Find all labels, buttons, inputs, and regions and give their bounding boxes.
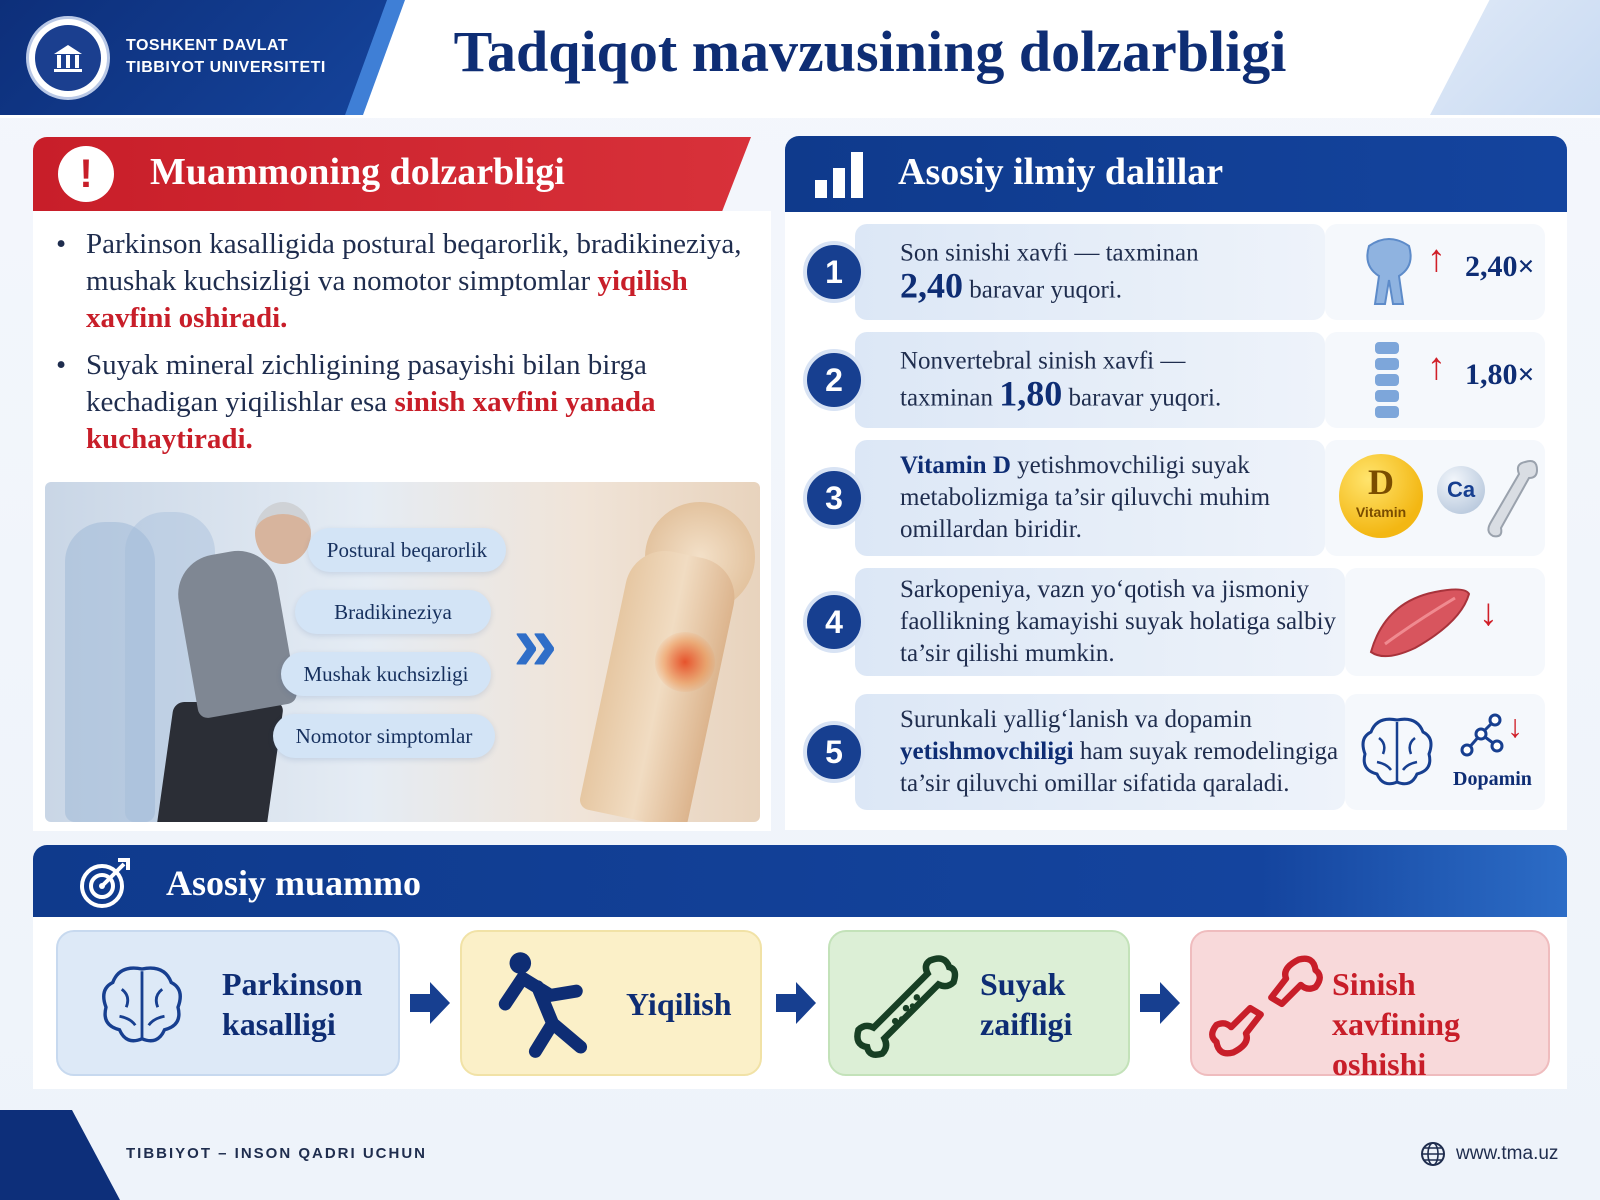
arrow-down-icon: ↓ (1479, 592, 1498, 634)
flow-step-bone-weakness: Suyak zaifligi (828, 930, 1130, 1076)
evidence-number: 5 (803, 721, 865, 783)
evidence-number: 2 (803, 349, 865, 411)
evidence-number: 4 (803, 591, 865, 653)
university-name: TOSHKENT DAVLAT TIBBIYOT UNIVERSITETI (126, 37, 326, 76)
university-logo (26, 16, 110, 100)
evidence-number: 1 (803, 241, 865, 303)
arrow-up-icon: ↑ (1427, 238, 1446, 280)
flow-step-fracture-risk: Sinish xavfining oshishi (1190, 930, 1550, 1076)
core-problem-title: Asosiy muammo (166, 863, 422, 903)
flow-step-fall: Yiqilish (460, 930, 762, 1076)
molecule-icon (1457, 710, 1507, 760)
arrow-right-icon (1140, 980, 1180, 1026)
exclamation-icon: ! (58, 146, 114, 202)
bar-chart-icon (815, 152, 865, 198)
symptom-pill: Bradikineziya (295, 590, 491, 634)
evidence-item-5: 5 Surunkali yallig‘lanish va dopamin yetishmovchiligi ham suyak remodelingiga ta’sir qiluvchi omillar sifatida qaraladi. ↓ Dopamin (795, 694, 1555, 810)
arrow-up-icon: ↑ (1427, 346, 1446, 388)
evidence-item-4: 4 Sarkopeniya, vazn yo‘qotish va jismoniy faollikning kamayishi suyak holatiga salbiy ta’sir qilishi mumkin. ↓ (795, 568, 1555, 676)
page-header (0, 0, 1600, 118)
brain-icon (96, 960, 188, 1050)
footer-motto: TIBBIYOT – INSON QADRI UCHUN (126, 1145, 428, 1162)
elderly-man-figure (156, 702, 284, 822)
double-chevron-right-icon: » (513, 598, 558, 687)
broken-bone-icon (1208, 952, 1324, 1060)
problem-title: Muammoning dolzarbligi (150, 151, 565, 193)
header-decoration (1430, 0, 1600, 115)
page-title: Tadqiqot mavzusining dolzarbligi (453, 19, 1287, 84)
bullet-item: • Suyak mineral zichligining pasayishi bilan birga kechadigan yiqilishlar esa sinish xavfini yanada kuchaytiradi. (56, 347, 756, 458)
vitamin-d-icon: D Vitamin (1339, 454, 1423, 538)
bone-icon (1485, 456, 1541, 540)
highlight-text: yiqilish xavfini oshiradi. (86, 265, 688, 334)
dopamine-label: Dopamin (1453, 768, 1532, 790)
university-emblem-icon (35, 25, 101, 91)
muscle-icon (1365, 582, 1475, 662)
risk-factor: 1,80× (1465, 358, 1535, 391)
pelvis-bone-icon (1359, 236, 1419, 308)
evidence-number: 3 (803, 467, 865, 529)
arrow-right-icon (410, 980, 450, 1026)
calcium-icon: Ca (1437, 466, 1485, 514)
problem-bullets (56, 226, 756, 468)
website-link[interactable]: www.tma.uz (1420, 1141, 1558, 1167)
symptom-pill: Postural beqarorlik (308, 528, 506, 572)
evidence-item-3: 3 Vitamin D yetishmovchiligi suyak metabolizmiga ta’sir qiluvchi muhim omillardan biridir. D Vitamin Ca (795, 440, 1555, 556)
evidence-item-1: 1 Son sinishi xavfi — taxminan 2,40 baravar yuqori. ↑ 2,40× (795, 224, 1555, 320)
parkinson-fracture-illustration (45, 482, 760, 822)
evidence-title: Asosiy ilmiy dalillar (898, 151, 1224, 193)
falling-person-icon (490, 948, 598, 1060)
evidence-value: 1,80 (999, 373, 1063, 414)
globe-icon (1420, 1141, 1446, 1167)
footer-decoration (0, 1110, 120, 1200)
bullet-item: • Parkinson kasalligida postural beqarorlik, bradikineziya, mushak kuchsizligi va nomotor simptomlar yiqilish xavfini oshiradi. (56, 226, 756, 337)
arrow-down-icon: ↓ (1507, 708, 1523, 744)
bone-icon (852, 952, 960, 1060)
fracture-highlight (655, 632, 715, 692)
highlight-text: sinish xavfini yanada kuchaytiradi. (86, 386, 656, 455)
symptom-pill: Mushak kuchsizligi (281, 652, 491, 696)
flow-step-parkinson: Parkinson kasalligi (56, 930, 400, 1076)
evidence-item-2: 2 Nonvertebral sinish xavfi — taxminan 1,80 baravar yuqori. ↑ 1,80× (795, 332, 1555, 428)
evidence-value: 2,40 (900, 265, 963, 306)
risk-factor: 2,40× (1465, 250, 1535, 283)
symptom-pill: Nomotor simptomlar (273, 714, 495, 758)
target-icon (78, 856, 132, 910)
arrow-right-icon (776, 980, 816, 1026)
spine-icon (1367, 340, 1407, 420)
brain-icon (1357, 712, 1437, 792)
